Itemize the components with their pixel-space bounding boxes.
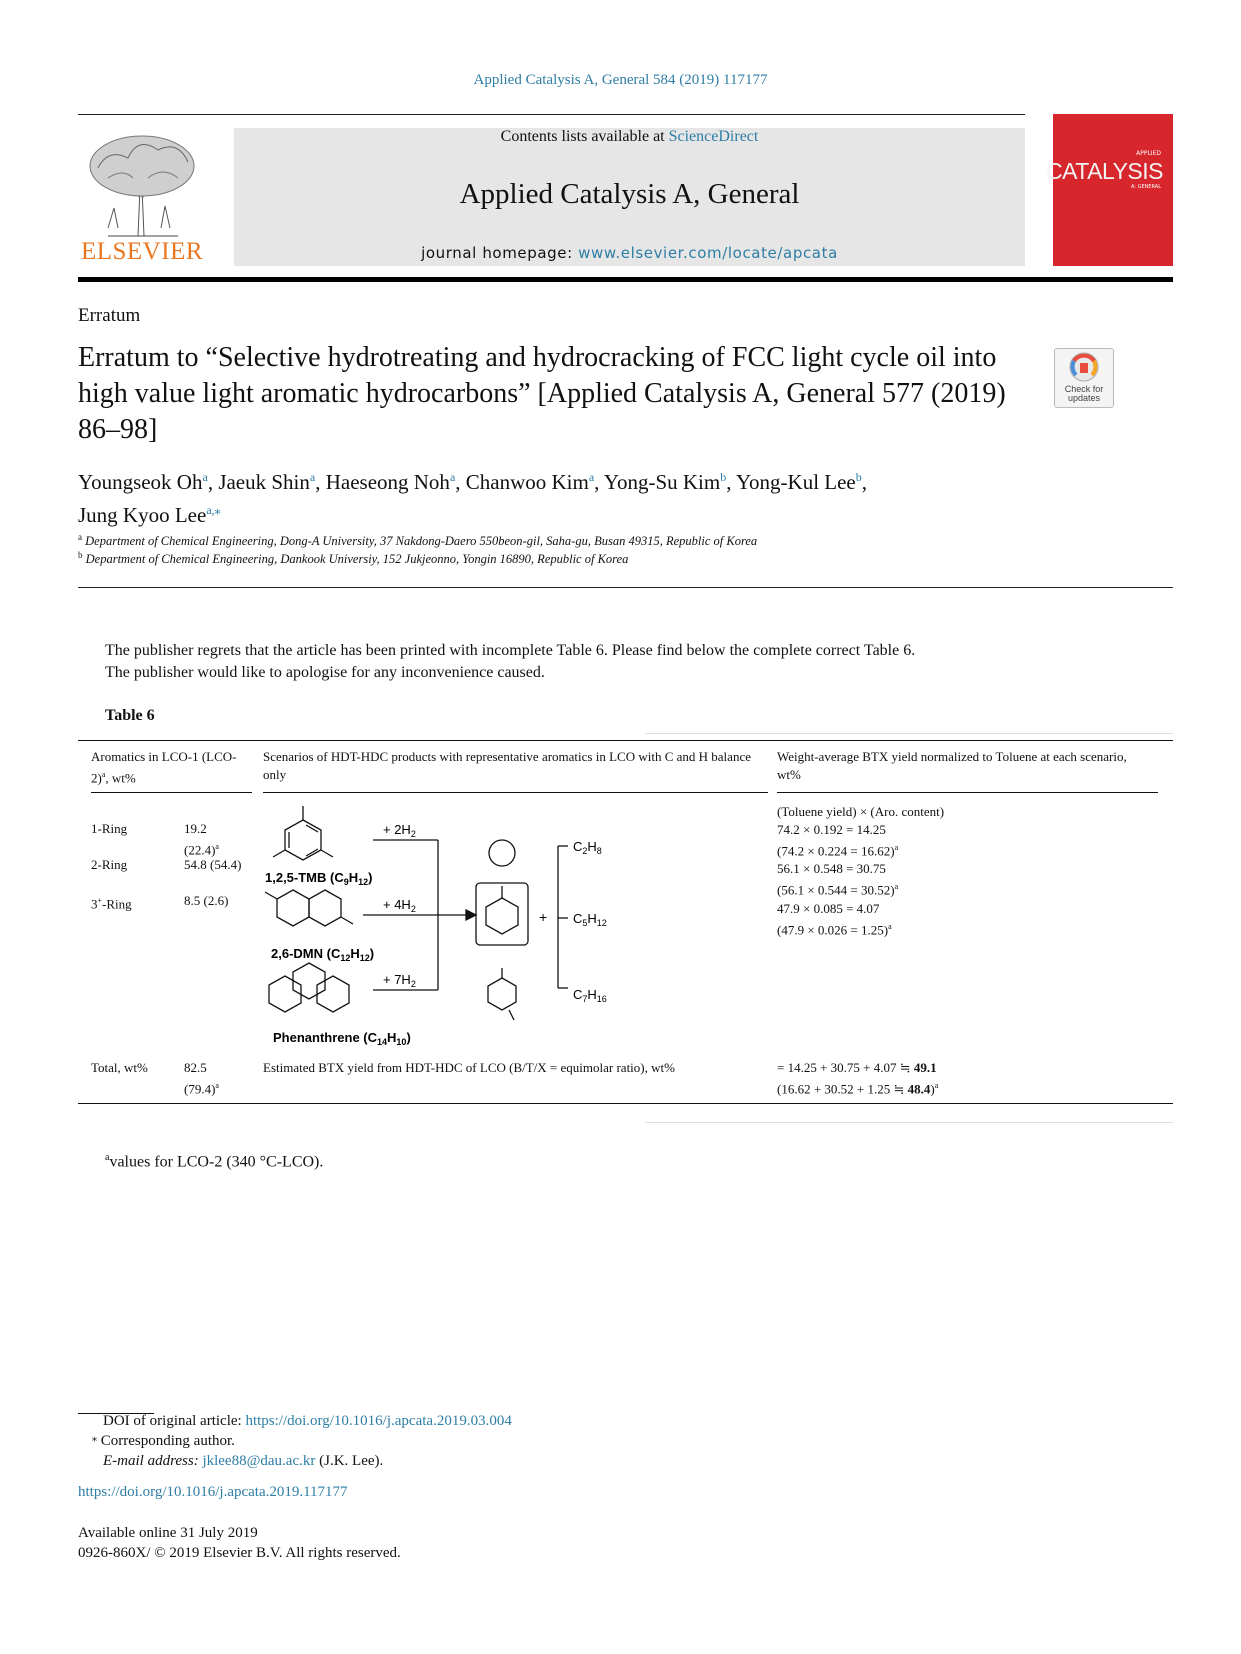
plus-sign: + xyxy=(539,909,548,925)
author-affiliation-mark: a xyxy=(309,470,316,484)
h2-2-label: + $2H_2$ xyxy=(383,822,416,839)
author-affiliation-mark: b xyxy=(720,470,727,484)
total-label: Total, wt% xyxy=(91,1060,148,1075)
header-underline xyxy=(91,792,252,793)
author-affiliation-mark: b xyxy=(855,470,862,484)
c7h16-label: $C_7H_{16}$ xyxy=(573,987,607,1004)
phen-ring-left xyxy=(269,976,301,1012)
yield-line: (56.1 × 0.544 = 30.52)$^a$ xyxy=(777,882,899,898)
sciencedirect-link[interactable]: ScienceDirect xyxy=(668,128,759,145)
journal-masthead xyxy=(234,128,1025,266)
benzene-ring xyxy=(489,840,515,866)
author[interactable]: Jung Kyoo Lee xyxy=(78,503,207,527)
row-label-2-ring: 2-Ring xyxy=(91,857,128,872)
hdt-hdc-reaction-scheme xyxy=(263,798,683,1060)
elsevier-logo xyxy=(78,128,206,266)
table-bottom-rule xyxy=(78,1103,1173,1104)
author[interactable]: Yong-Su Kim xyxy=(603,470,721,494)
row-value-1-ring: 19.2 $(22.4)^a$ xyxy=(184,821,219,858)
row-label-3-ring: 3+-Ring xyxy=(91,896,132,912)
copyright: 0926-860X/ © 2019 Elsevier B.V. All rights reserved. xyxy=(78,1545,401,1561)
email-note: E-mail address: jklee88@dau.ac.kr (J.K. Lee). xyxy=(103,1453,384,1469)
tmb-label: 1,2,5-TMB $(C_9H_{12})$ xyxy=(265,870,373,887)
table-header-scenarios: Scenarios of HDT-HDC products with representative aromatics in LCO with C and H balance only xyxy=(263,749,751,782)
author[interactable]: Jaeuk Shin xyxy=(218,470,310,494)
table-footnote: $^a$values for LCO-2 (340 °C-LCO). xyxy=(105,1152,324,1171)
phen-ring-right xyxy=(317,976,349,1012)
table-label: Table 6 xyxy=(105,707,155,724)
author[interactable]: Yong-Kul Lee xyxy=(735,470,856,494)
badge-line-1: Check for xyxy=(1064,384,1104,394)
dmn-ring-right xyxy=(309,890,341,926)
email-link[interactable]: jklee88@dau.ac.kr xyxy=(202,1453,316,1469)
contents-prefix: Contents lists available at xyxy=(500,128,665,145)
phen-ring-top xyxy=(293,963,325,999)
homepage-link[interactable]: www.elsevier.com/locate/apcata xyxy=(578,244,838,262)
article-section: Erratum xyxy=(78,305,141,326)
cover-title: CATALYSIS xyxy=(1046,158,1163,184)
author-affiliation-mark: a,⁎ xyxy=(206,503,221,517)
elsevier-tree-icon xyxy=(78,128,206,238)
total-btx-yield: = 14.25 + 30.75 + 4.07 ≒ 49.1 (16.62 + 30.52 + 1.25 ≒ 48.4)$^a$ xyxy=(777,1060,939,1097)
author-list: Youngseok Oh$^a$, Jaeuk Shin$^a$, Haeseong Noh$^a$, Chanwoo Kim$^a$, Yong-Su Kim$^b$, Yong-Kul Lee$^b$, Jung Kyoo Lee$^{a,⁎}$ xyxy=(78,470,867,527)
table-top-rule xyxy=(78,740,1173,741)
total-estimate-description: Estimated BTX yield from HDT-HDC of LCO (B/T/X = equimolar ratio), wt% xyxy=(263,1060,675,1075)
article-title: Erratum to “Selective hydrotreating and hydrocracking of FCC light cycle oil into high value light aromatic hydrocarbons” [Applied Catalysis A, General 577 (2019) 86–98] xyxy=(78,342,1006,445)
author[interactable]: Youngseok Oh xyxy=(78,470,203,494)
table-header-aromatics: Aromatics in LCO-1 $(LCO-2)^a$, wt% xyxy=(91,749,237,786)
yield-line: (Toluene yield) × (Aro. content) xyxy=(777,804,945,819)
yield-line: (47.9 × 0.026 = 1.25)$^a$ xyxy=(777,921,892,937)
h2-7-label: + $7H_2$ xyxy=(383,972,416,989)
doi-original-link[interactable]: https://doi.org/10.1016/j.apcata.2019.03.004 xyxy=(245,1413,512,1429)
phenanthrene-label: Phenanthrene $(C_{14}H_{10})$ xyxy=(273,1030,411,1047)
author-affiliation-mark: a xyxy=(588,470,595,484)
affiliation-a: $^a$ Department of Chemical Engineering, Dong-A University, 37 Nakdong-Daero 550beon-gil, Saha-gu, Busan 49315, Republic of Korea xyxy=(78,532,758,549)
yield-calculation xyxy=(777,803,1147,939)
yield-line: 74.2 × 0.192 = 14.25 xyxy=(777,822,886,837)
row-value-2-ring: 54.8 (54.4) xyxy=(184,857,242,872)
header-thick-rule xyxy=(78,277,1173,282)
author-affiliation-mark: a xyxy=(202,470,208,484)
cover-subtitle: A: GENERAL xyxy=(1130,184,1161,190)
badge-line-2: updates xyxy=(1067,393,1101,403)
journal-title: Applied Catalysis A, General xyxy=(459,178,800,210)
check-for-updates-icon xyxy=(1055,349,1113,385)
table-faint-rule xyxy=(645,733,1173,734)
c5h12-label: $C_5H_{12}$ xyxy=(573,911,607,928)
affiliation-rule xyxy=(78,587,1173,588)
row-label-1-ring: 1-Ring xyxy=(91,821,128,836)
header-underline xyxy=(777,792,1158,793)
body-paragraph: The publisher would like to apologise for any inconvenience caused. xyxy=(105,664,545,681)
check-for-updates-badge[interactable] xyxy=(1054,348,1114,408)
dmn-label: 2,6-DMN $(C_{12}H_{12})$ xyxy=(271,946,375,963)
author[interactable]: Chanwoo Kim xyxy=(465,470,589,494)
erratum-body xyxy=(105,640,1145,684)
author[interactable]: Haeseong Noh xyxy=(325,470,450,494)
yield-line: (74.2 × 0.224 = 16.62)$^a$ xyxy=(777,843,899,859)
xylene-ring xyxy=(488,978,516,1010)
author-affiliation-mark: a xyxy=(449,470,456,484)
tmb-ring xyxy=(285,820,321,860)
dmn-ring-left xyxy=(277,890,309,926)
yield-line: 56.1 × 0.548 = 30.75 xyxy=(777,861,886,877)
journal-cover-thumbnail[interactable] xyxy=(1046,114,1173,266)
toluene-ring xyxy=(486,898,518,934)
yield-line: 47.9 × 0.085 = 4.07 xyxy=(777,900,880,916)
homepage-prefix: journal homepage: xyxy=(421,244,573,262)
c2h8-label: $C_2H_8$ xyxy=(573,839,602,856)
row-value-3-ring: 8.5 (2.6) xyxy=(184,893,229,908)
total-value: 82.5 $(79.4)^a$ xyxy=(184,1060,219,1097)
body-paragraph: The publisher regrets that the article has been printed with incomplete Table 6. Please find below the complete correct Table 6. xyxy=(105,642,916,659)
header-rule xyxy=(78,114,1025,115)
affiliation-b: $^b$ Department of Chemical Engineering, Dankook Universiy, 152 Jukjeonno, Yongin 16890, Republic of Korea xyxy=(78,550,629,567)
table-header-btx-yield: Weight-average BTX yield normalized to Toluene at each scenario, wt% xyxy=(777,749,1127,782)
article-doi-link[interactable]: https://doi.org/10.1016/j.apcata.2019.117177 xyxy=(78,1484,348,1500)
table-faint-rule xyxy=(645,1122,1173,1123)
elsevier-wordmark: ELSEVIER xyxy=(80,238,204,265)
h2-4-label: + $4H_2$ xyxy=(383,897,416,914)
available-online: Available online 31 July 2019 xyxy=(78,1525,258,1541)
doi-original-note: DOI of original article: https://doi.org/10.1016/j.apcata.2019.03.004 xyxy=(103,1413,512,1429)
journal-reference-link[interactable]: Applied Catalysis A, General 584 (2019) 117177 xyxy=(473,72,768,88)
header-underline xyxy=(263,792,768,793)
cover-small-text: APPLIED xyxy=(1136,150,1161,157)
corresponding-note: ⁎ Corresponding author. xyxy=(92,1433,235,1449)
